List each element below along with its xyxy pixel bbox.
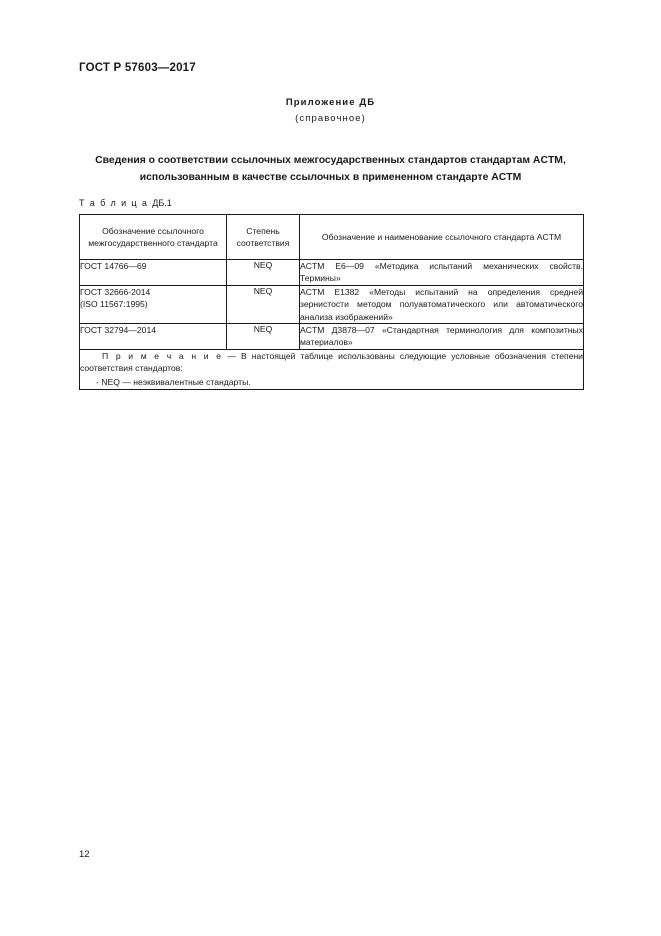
cell-degree: NEQ [227,260,300,286]
column-header-standard-line-2: межгосударственного стандарта [88,238,218,248]
table-header-row [80,215,584,260]
appendix-heading-block [0,97,661,124]
column-header-degree-line-2: соответствия [236,238,290,248]
table-caption-label: Т а б л и ц а [79,198,149,208]
page-title-line-1: Сведения о соответствии ссылочных межгосударственных стандартов стандартам ACTM, [95,155,566,166]
column-header-degree-line-1: Степень [246,226,280,236]
table-caption [79,198,172,208]
cell-standard-line-1: ГОСТ 32794—2014 [80,325,157,336]
cell-astm-description: ACTM E6—09 «Методика испытаний механических свойств. Термины» [300,261,583,284]
cell-astm-description: ACTM Д3878—07 «Стандартная терминология для композитных материалов» [300,325,583,348]
cell-standard [80,260,227,286]
page-title-line-2: использованным в качестве ссылочных в примененном стандарте ACTM [139,172,522,183]
reference-standards-table [79,214,584,390]
page-number: 12 [79,849,90,860]
table-note [80,349,584,389]
column-header-standard [80,215,227,260]
table-note-label: П р и м е ч а н и е [102,350,223,361]
table-row [80,324,584,350]
column-header-degree [227,215,300,260]
column-header-standard-line-1: Обозначение ссылочного [102,226,204,236]
cell-degree: NEQ [227,324,300,350]
table-note-item: - NEQ — неэквивалентные стандарты. [96,377,251,388]
column-header-astm: Обозначение и наименование ссылочного стандарта ACTM [300,215,584,260]
document-header: ГОСТ Р 57603—2017 [79,62,196,74]
page-title [75,152,586,186]
appendix-title: Приложение ДБ [285,97,376,108]
cell-standard-line-1: ГОСТ 32666-2014 [80,286,151,297]
cell-standard-line-1: ГОСТ 14766—69 [80,261,147,271]
table-row [80,260,584,286]
cell-standard-line-2: (ISO 11567:1995) [80,299,148,310]
table-row [80,285,584,323]
table-note-text: — В настоящей таблице использованы следующие условные обозначения степени соответствия стандартов: [80,350,583,374]
table-caption-number: ДБ.1 [152,198,172,208]
appendix-subtitle: (справочное) [295,113,366,124]
cell-degree: NEQ [227,285,300,323]
cell-standard [80,285,227,323]
cell-astm-description: ACTM E1382 «Методы испытаний на определения средней зернистости методом полуавтоматического или автоматического анализа изображений» [300,286,583,322]
cell-standard [80,324,227,350]
table-note-row [80,349,584,389]
